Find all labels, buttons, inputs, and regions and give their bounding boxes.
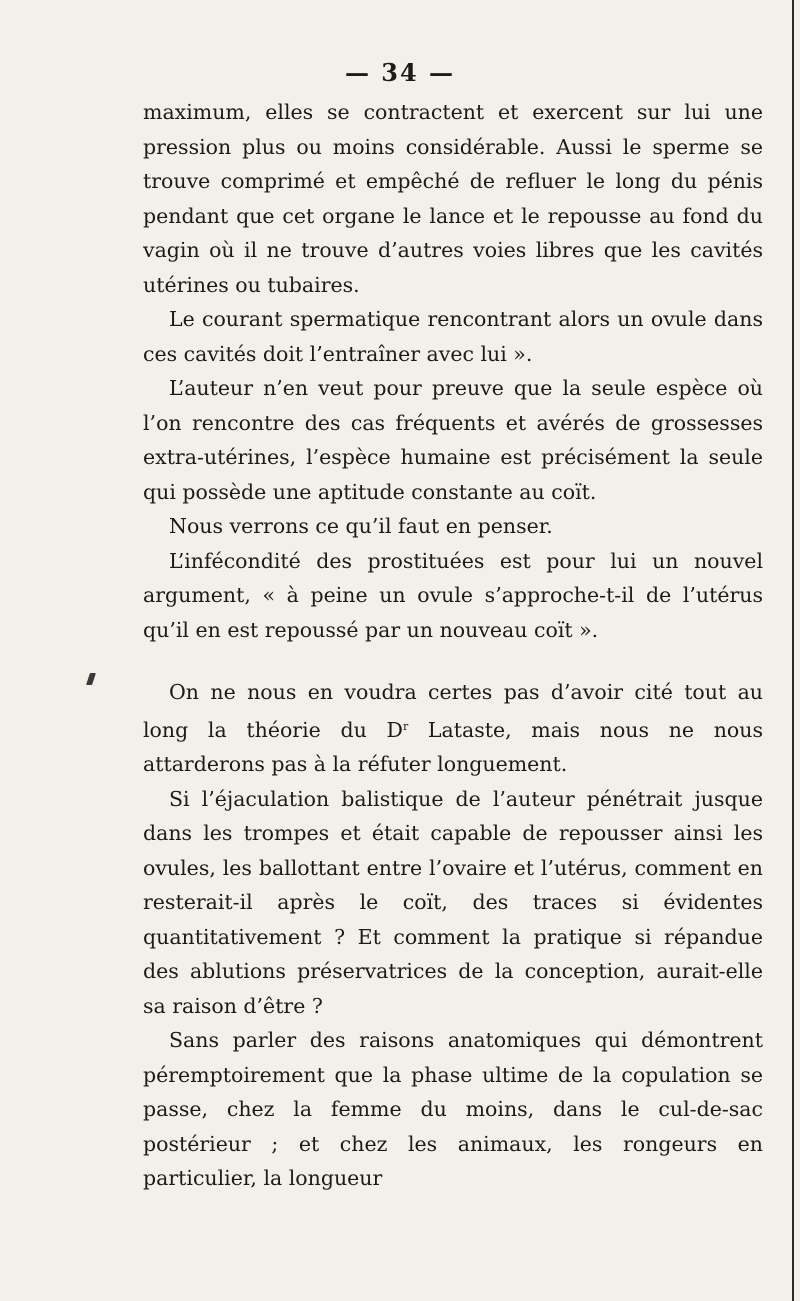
page-edge-line: [792, 0, 794, 1301]
paragraph: L’auteur n’en veut pour preuve que la seule espèce où l’on rencontre des cas fréquents et avérés de grossesses extra-utérines, l’espèce humaine est précisément la seule qui possède une aptitude constante au coït.: [143, 376, 763, 504]
body-text: [143, 95, 763, 1196]
paragraph: Le courant spermatique rencontrant alors un ovule dans ces cavités doit l’entraîner avec lui ».: [143, 307, 763, 366]
lataste-text-after: Lataste, mais nous ne nous attarderons pas à la réfuter longuement.: [143, 717, 763, 776]
paragraph-lataste: [143, 675, 763, 782]
lataste-text-before: On ne nous en voudra certes pas d’avoir cité tout au long la théorie du D: [143, 680, 763, 742]
margin-mark: [86, 673, 96, 685]
paragraph: L’infécondité des prostituées est pour lui un nouvel argument, « à peine un ovule s’approche-t-il de l’utérus qu’il en est repoussé par un nouveau coït ».: [143, 548, 763, 642]
paragraph: Nous verrons ce qu’il faut en penser.: [169, 514, 553, 538]
doctor-superscript: r: [402, 719, 409, 733]
paragraph: Sans parler des raisons anatomiques qui démontrent péremptoirement que la phase ultime de la copulation se passe, chez la femme du moins, dans le cul-de-sac postérieur ; et chez les animaux, les rongeurs en particulier, la longueur: [143, 1028, 763, 1190]
paragraph-continuation: maximum, elles se contractent et exercent sur lui une pression plus ou moins considérable. Aussi le sperme se trouve comprimé et empêché de refluer le long du pénis pendant que cet organe le lance et le repousse au fond du vagin où il ne trouve d’autres voies libres que les cavités utérines ou tubaires.: [143, 100, 763, 297]
page-number: — 34 —: [344, 58, 456, 87]
paragraph: Si l’éjaculation balistique de l’auteur pénétrait jusque dans les trompes et était capable de repousser ainsi les ovules, les ballottant entre l’ovaire et l’utérus, comment en resterait-il après le coït, des traces si évidentes quantitativement ? Et comment la pratique si répandue des ablutions préservatrices de la conception, aurait-elle sa raison d’être ?: [143, 786, 763, 1018]
